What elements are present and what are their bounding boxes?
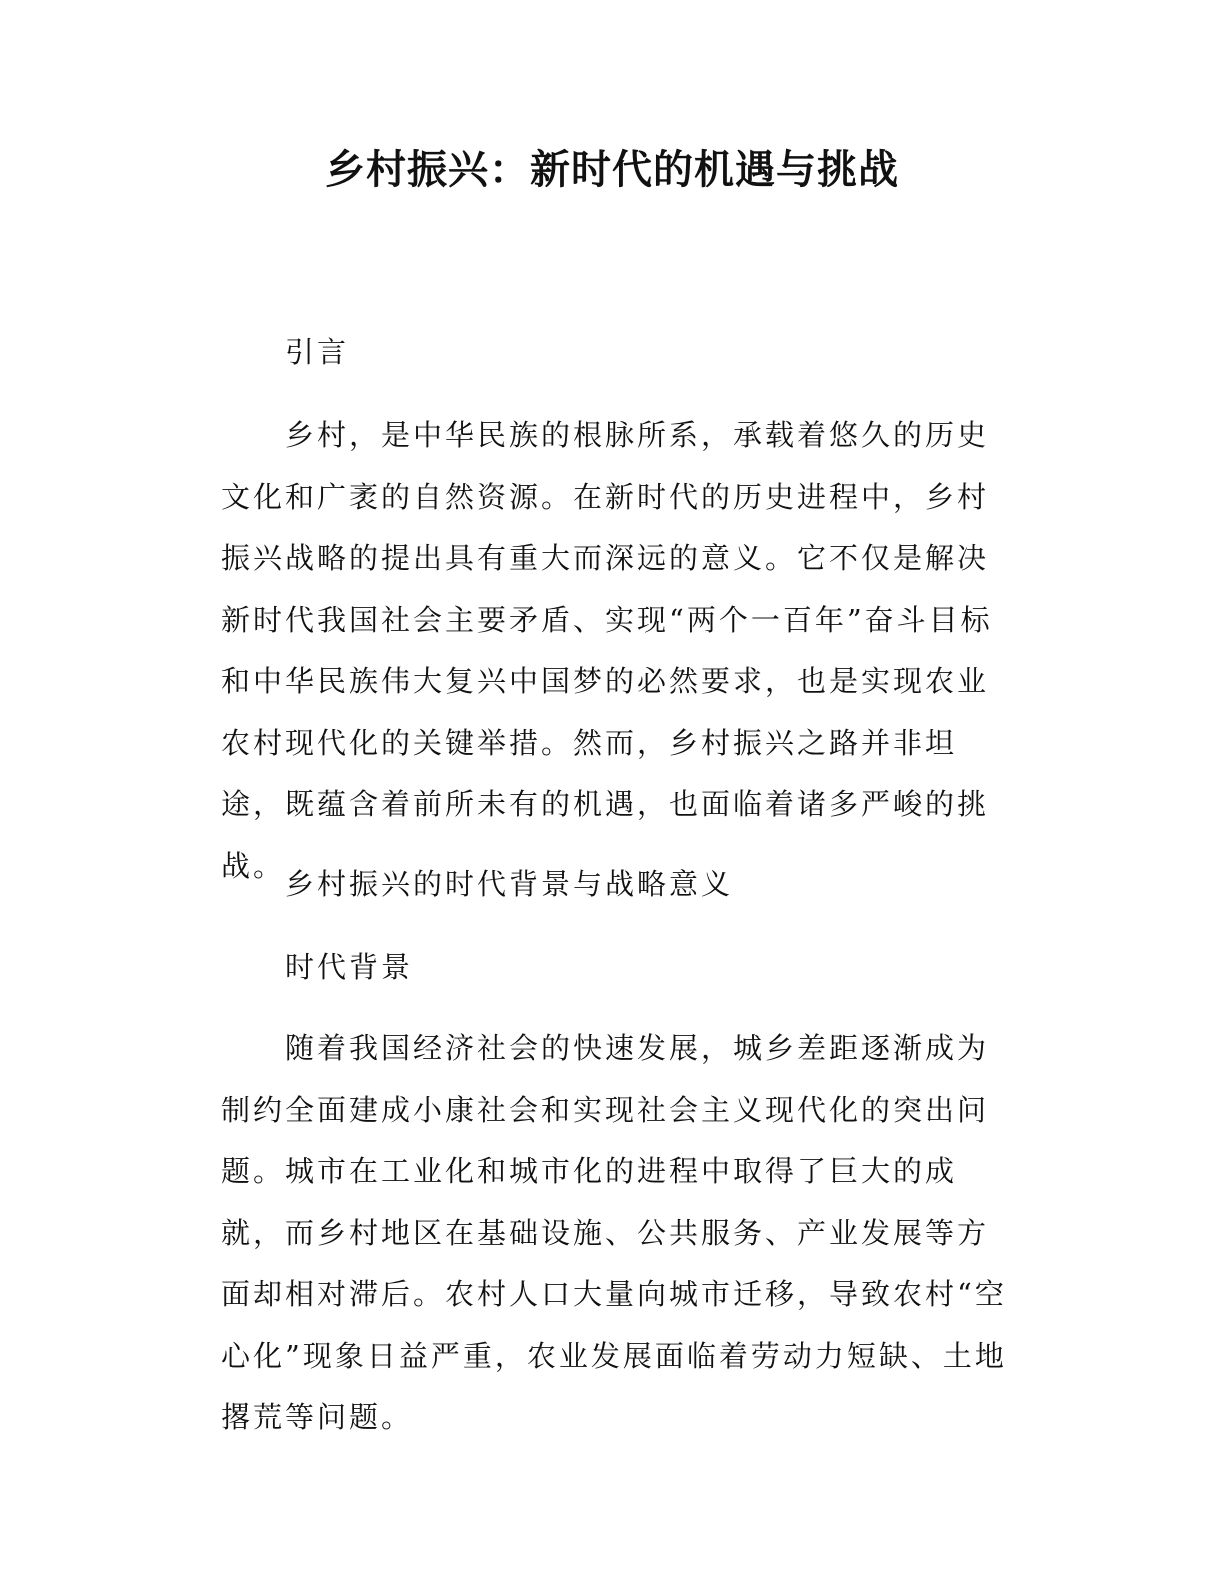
section-heading-background-significance: 乡村振兴的时代背景与战略意义 [285,867,734,901]
background-paragraph: 随着我国经济社会的快速发展，城乡差距逐渐成为制约全面建成小康社会和实现社会主义现代化的突出问题。城市在工业化和城市化的进程中取得了巨大的成就，而乡村地区在基础设施、公共服务、产业发展等方面却相对滞后。农村人口大量向城市迁移，导致农村“空心化”现象日益严重，农业发展面临着劳动力短缺、土地撂荒等问题。 [221,1031,1007,1434]
document-title: 乡村振兴：新时代的机遇与挑战 [325,147,899,193]
intro-paragraph: 乡村，是中华民族的根脉所系，承载着悠久的历史文化和广袤的自然资源。在新时代的历史进程中，乡村振兴战略的提出具有重大而深远的意义。它不仅是解决新时代我国社会主要矛盾、实现“两个一百年”奋斗目标和中华民族伟大复兴中国梦的必然要求，也是实现农业农村现代化的关键举措。然而，乡村振兴之路并非坦途，既蕴含着前所未有的机遇，也面临着诸多严峻的挑战。 [221,418,993,883]
subsection-heading-background: 时代背景 [285,950,414,984]
section-heading-intro: 引言 [285,335,350,369]
